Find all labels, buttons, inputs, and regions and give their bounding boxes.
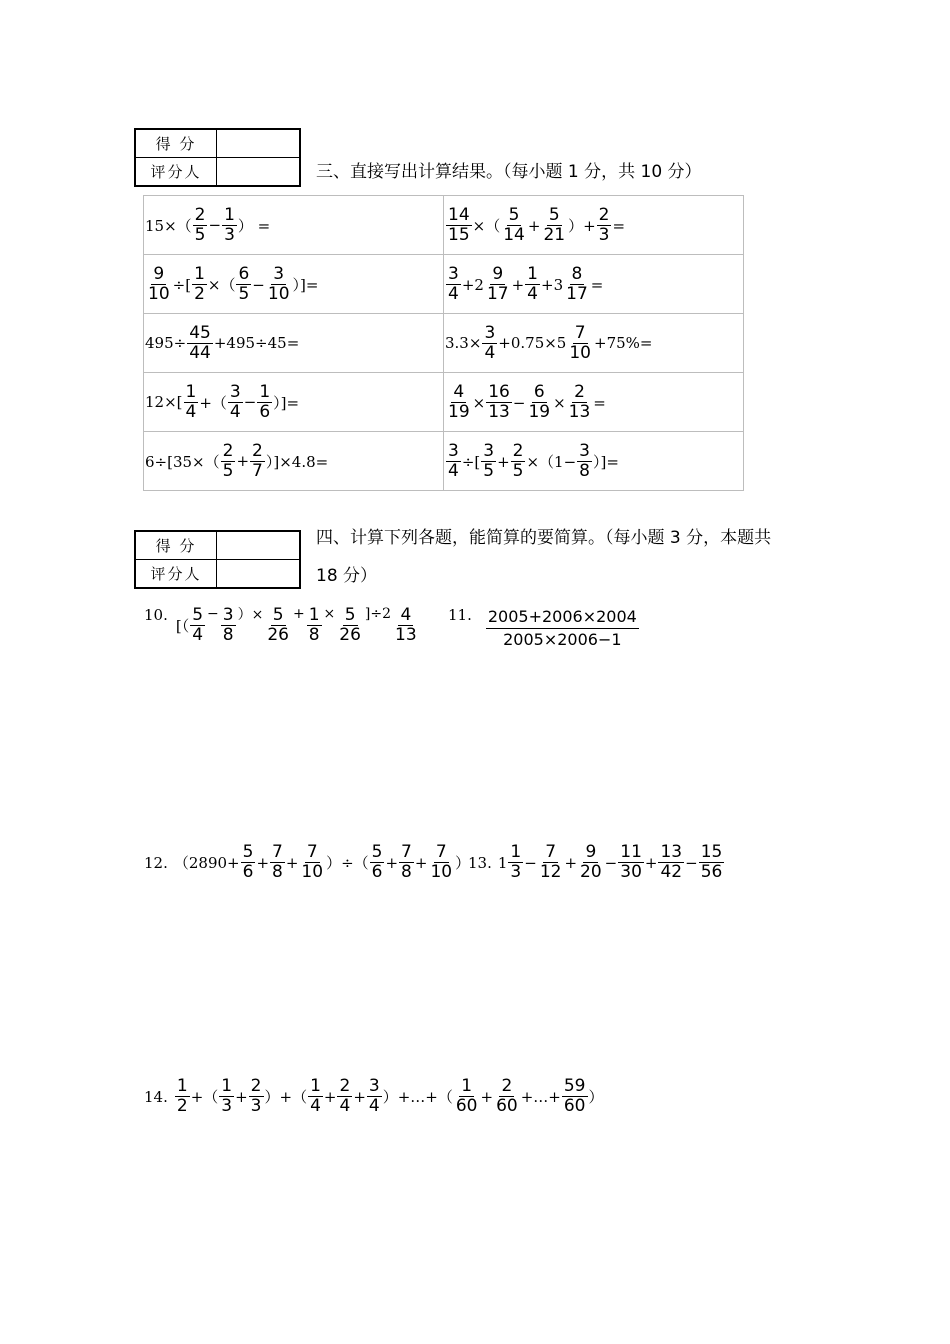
fraction-numerator: 1 [185,381,197,402]
fraction [538,843,564,882]
fraction-denominator: 8 [222,625,234,645]
fraction-numerator: 15 [700,842,723,862]
fraction-numerator: 3 [229,381,241,402]
fraction-denominator: 13 [568,402,591,422]
section4-heading [316,522,816,592]
expression-text: ）]= [273,393,300,412]
fraction-numerator: 5 [548,205,560,225]
expression-text: = [612,216,626,235]
expression-text: ）+ [568,217,596,235]
score-label: 得 分 [135,129,217,158]
fraction [485,265,511,304]
score-cell[interactable] [217,129,301,158]
fraction-denominator: 7 [252,460,263,481]
fraction-numerator: 1 [510,842,522,862]
expression-text: + [644,853,658,872]
question-expression [176,606,420,645]
fraction [308,1077,323,1116]
fraction-numerator: 1 [259,381,271,402]
fraction-denominator: 6 [371,862,383,882]
problem-cell [144,255,444,314]
fraction-numerator: 2 [222,440,234,461]
expression-text: +…+ [520,1087,561,1106]
problem-expression [445,265,603,304]
expression-text: 3.3× [445,334,482,352]
expression-text: − [512,393,526,412]
problem-expression [445,324,652,363]
fraction-numerator: 1 [461,1076,473,1096]
fraction [541,206,567,245]
problem-cell [144,196,444,255]
question-number: 10. [144,606,168,624]
fraction-denominator: 8 [401,862,412,882]
fraction-numerator: 8 [571,264,583,284]
problem-expression [145,442,328,481]
fraction [446,383,472,422]
expression-text: +（ [190,1088,219,1106]
fraction-numerator: 45 [189,322,211,343]
problem-expression [445,442,619,481]
fraction-denominator: 56 [700,862,723,882]
fraction-denominator: 60 [496,1096,518,1116]
question-number: 14. [144,1087,168,1106]
expression-superscript: × [323,605,336,622]
expression-text: ÷[ [461,452,481,471]
fraction [249,1077,264,1116]
fraction [367,1077,382,1116]
problem-cell [444,373,744,432]
fraction-denominator: 4 [339,1096,351,1116]
fraction-numerator: 1 [194,264,205,284]
fraction-denominator: 44 [189,342,211,363]
fraction [184,383,199,422]
expression-text: +（ [199,393,227,412]
fraction-numerator: 3 [222,605,234,625]
expression-superscript: − [207,605,219,622]
fraction-numerator: 6 [238,264,250,284]
fraction-denominator: 10 [301,862,324,882]
fraction-denominator: 4 [484,342,496,363]
fraction [146,265,172,304]
fraction-denominator: 3 [250,1096,262,1116]
question-10 [144,606,420,645]
fraction [511,442,526,481]
fraction-numerator: 3 [579,441,590,461]
problem-cell [144,373,444,432]
fraction-denominator: 2 [194,284,205,304]
fraction [446,265,461,304]
fraction [221,442,236,481]
expression-text: + [480,1087,494,1106]
expression-text: = [590,275,604,294]
fraction-denominator: 5 [483,461,495,481]
expression-text: ）÷（ [326,854,369,872]
fraction-denominator: 4 [229,401,241,422]
fraction [270,843,285,882]
fraction-numerator: 1 [308,605,320,625]
expression-superscript: ）× [237,606,264,623]
fraction-denominator: 17 [566,284,588,304]
expression-text: ×（ [472,217,501,235]
problem-expression [145,324,299,363]
fraction-numerator: 7 [306,842,318,862]
fraction [190,606,205,645]
question-14 [144,1077,604,1116]
expression-text: + [256,853,270,872]
fraction-numerator: 5 [508,205,520,225]
fraction-numerator: 3 [448,441,459,461]
expression-text: +2 [461,275,484,294]
fraction [501,206,527,245]
fraction [494,1077,520,1116]
fraction [526,383,552,422]
fraction-denominator: 8 [272,862,283,882]
fraction [193,206,208,245]
fraction [337,1077,352,1116]
fraction-denominator: 60 [563,1096,586,1116]
fraction-numerator: 59 [563,1076,586,1096]
fraction-denominator: 21 [543,225,566,245]
expression-text: − [685,853,698,872]
expression-text: 15×（ [145,216,192,235]
expression-text: 495÷ [145,334,187,352]
question-number: 13. [468,853,492,872]
fraction-numerator: 5 [242,842,254,862]
fraction [257,383,272,422]
fraction-denominator: 20 [580,862,602,882]
expression-text: + [511,275,525,294]
fraction-denominator: 3 [510,862,522,882]
expression-text: + [235,1087,248,1106]
question-11 [448,606,639,651]
fraction-numerator: 3 [273,264,285,284]
fraction-denominator: 4 [527,284,538,304]
fraction-numerator: 3 [368,1076,380,1096]
expression-text: +3 [541,275,564,294]
fraction-denominator: 42 [660,862,683,882]
fraction-numerator: 1 [527,264,538,284]
expression-text: × [472,393,486,412]
fraction-denominator: 13 [395,625,417,645]
fraction [564,265,590,304]
fraction-numerator: 1 [310,1076,321,1096]
fraction [265,606,291,645]
fraction [658,843,684,882]
fraction [307,606,322,645]
expression-text: + [323,1087,337,1106]
expression-text: +75%= [594,334,653,352]
expression-text: × [553,393,566,412]
question-11-fraction [486,606,639,651]
fraction-numerator: 7 [272,842,283,862]
fraction [393,606,419,645]
fraction [578,843,604,882]
fraction [508,843,523,882]
expression-text: + [353,1087,366,1106]
fraction-denominator: 5 [238,284,250,304]
fraction-denominator: 4 [448,284,459,304]
problem-expression [145,383,299,422]
fraction-numerator: 16 [488,382,510,402]
fraction [567,324,593,363]
expression-text: + [527,216,541,235]
grader-label: 评分人 [135,560,217,589]
fraction [222,206,237,245]
fraction-denominator: 19 [528,402,551,422]
problem-expression [445,206,625,245]
fraction-denominator: 26 [267,625,289,645]
question-expression [174,843,470,882]
fraction [486,383,512,422]
fraction-numerator: 2 [574,382,585,402]
fraction-numerator: 9 [492,264,504,284]
fraction [454,1077,480,1116]
fraction-numerator: 4 [400,605,412,625]
fraction-numerator: 7 [401,842,412,862]
fraction-denominator: 10 [569,342,591,363]
grader-label: 评分人 [135,158,217,187]
fraction [250,442,265,481]
expression-text: ）+（ [264,1088,308,1106]
fraction-numerator: 2 [512,441,524,461]
fraction-denominator: 15 [448,225,470,245]
problem-expression [145,265,318,304]
score-label: 得 分 [135,531,217,560]
grader-cell[interactable] [217,560,301,589]
fraction-numerator: 6 [533,382,545,402]
problem-cell [444,314,744,373]
fraction [236,265,251,304]
fraction-denominator: 60 [455,1096,478,1116]
question-number: 12. [144,853,168,872]
fraction-denominator: 5 [512,461,524,481]
expression-text: − [524,853,537,872]
expression-text: ）+…+（ [382,1088,453,1106]
expression-text: + [236,452,250,470]
section4-heading-line1: 四、计算下列各题，能简算的要简算。（每小题 3 分，本题共 [316,528,772,548]
fraction [399,843,414,882]
fraction-denominator: 4 [310,1096,321,1116]
expression-text: ）]= [292,276,319,294]
expression-text: ） [455,854,471,872]
expression-text: ） [588,1088,604,1106]
fraction-denominator: 4 [192,625,204,645]
score-box-section3 [134,128,301,187]
question-number: 11. [448,606,472,624]
expression-text: − [252,275,265,294]
fraction-numerator: 5 [272,605,284,625]
expression-text: − [243,393,257,411]
fraction-numerator: 9 [153,264,165,284]
fraction-numerator: 2 [194,204,206,225]
expression-text: + [285,853,299,872]
problem-expression [145,206,270,245]
grader-cell[interactable] [217,158,301,187]
fraction [228,383,243,422]
fraction-denominator: 12 [539,862,562,882]
fraction [525,265,540,304]
fraction-numerator: 1 [221,1076,233,1096]
fraction [428,843,454,882]
fraction-numerator: 5 [371,842,383,862]
section4-heading-line2: 18 分） [316,566,378,586]
score-box-section4 [134,530,301,589]
fraction-denominator: 5 [194,224,206,245]
problem-cell [144,314,444,373]
fraction-numerator: 2 [252,440,263,461]
fraction [266,265,292,304]
fraction-denominator: 3 [224,224,235,245]
fraction-numerator: 7 [574,322,586,343]
fraction-numerator: 1 [176,1076,188,1096]
fraction [446,442,461,481]
expression-text: + [414,853,428,872]
fraction-numerator: 2005+2006×2004 [486,606,639,629]
fraction [699,843,725,882]
fraction-numerator: 14 [448,205,470,225]
fraction-numerator: 3 [448,264,459,284]
fraction-numerator: 9 [585,842,597,862]
fraction [337,606,363,645]
fraction-numerator: 3 [484,322,496,343]
question-12 [144,843,470,882]
expression-text: + [497,452,510,471]
fraction-denominator: 8 [308,625,320,645]
fraction [567,383,593,422]
expression-text: ×（ [207,276,236,294]
fraction-numerator: 7 [545,842,557,862]
fraction-denominator: 13 [488,402,510,422]
expression-text: ）]= [593,453,619,471]
fraction-denominator: 2 [176,1096,188,1116]
expression-text: 12×[ [145,393,183,411]
fraction-denominator: 3 [221,1096,233,1116]
problem-cell [144,432,444,491]
expression-text: ） = [237,216,271,235]
fraction-denominator: 4 [368,1096,380,1116]
problem-expression [445,383,606,422]
fraction [481,442,496,481]
fraction-numerator: 5 [344,605,356,625]
fraction-numerator: 5 [192,605,204,625]
expression-text: 1 [497,853,508,872]
fraction-denominator: 17 [486,284,509,304]
fraction-numerator: 7 [435,842,447,862]
fraction-denominator: 26 [339,625,361,645]
fraction [299,843,325,882]
problem-cell [444,255,744,314]
expression-text: − [604,853,618,872]
fraction-numerator: 2 [501,1076,513,1096]
expression-text: ）]×4.8= [265,452,329,471]
fraction [482,324,497,363]
fraction-numerator: 2 [598,205,610,225]
expression-text: ÷[ [172,275,192,294]
expression-superscript: ]÷2 [364,605,392,622]
fraction-denominator: 19 [448,402,470,422]
expression-text: + [385,853,399,872]
expression-text: = [593,393,606,412]
expression-text: +0.75×5 [498,334,567,352]
fraction [446,206,472,245]
fraction [562,1077,588,1116]
problem-cell [444,196,744,255]
question-expression [174,1077,604,1116]
fraction-numerator: 1 [224,204,235,225]
fraction-denominator: 6 [259,401,271,422]
expression-text: +495÷45= [213,334,300,352]
fraction [192,265,207,304]
score-cell[interactable] [217,531,301,560]
fraction [241,843,256,882]
fraction-denominator: 4 [185,401,197,422]
fraction-denominator: 8 [579,461,590,481]
problem-cell [444,432,744,491]
fraction-numerator: 11 [620,842,642,862]
section3-heading: 三、直接写出计算结果。（每小题 1 分，共 10 分） [316,162,702,182]
fraction-denominator: 4 [448,461,459,481]
fraction [219,1077,234,1116]
fraction-denominator: 10 [267,284,290,304]
fraction-denominator: 3 [598,225,610,245]
fraction-denominator: 6 [242,862,254,882]
fraction-numerator: 2 [339,1076,351,1096]
fraction [577,442,592,481]
fraction [221,606,236,645]
expression-text: [（ [175,617,190,635]
expression-text: − [208,216,222,234]
expression-superscript: + [292,605,305,622]
fraction-denominator: 2005×2006−1 [503,630,622,649]
fraction-numerator: 2 [250,1076,262,1096]
fraction-denominator: 5 [222,460,234,481]
expression-text: + [564,853,578,872]
fraction-numerator: 13 [660,842,683,862]
fraction-denominator: 10 [430,862,453,882]
fraction [187,324,213,363]
fraction [370,843,385,882]
question-13 [468,843,725,882]
expression-text: （2890+ [173,854,240,872]
fraction [618,843,644,882]
expression-text: ×（1− [526,453,577,471]
fraction-numerator: 3 [483,441,495,461]
expression-text: 6÷[35×（ [145,452,220,471]
section3-problem-table [143,195,744,491]
fraction-denominator: 10 [148,284,170,304]
question-expression [498,843,725,882]
fraction [175,1077,190,1116]
fraction-denominator: 30 [620,862,642,882]
fraction-denominator: 14 [503,225,525,245]
fraction [597,206,612,245]
fraction-numerator: 4 [453,382,465,402]
